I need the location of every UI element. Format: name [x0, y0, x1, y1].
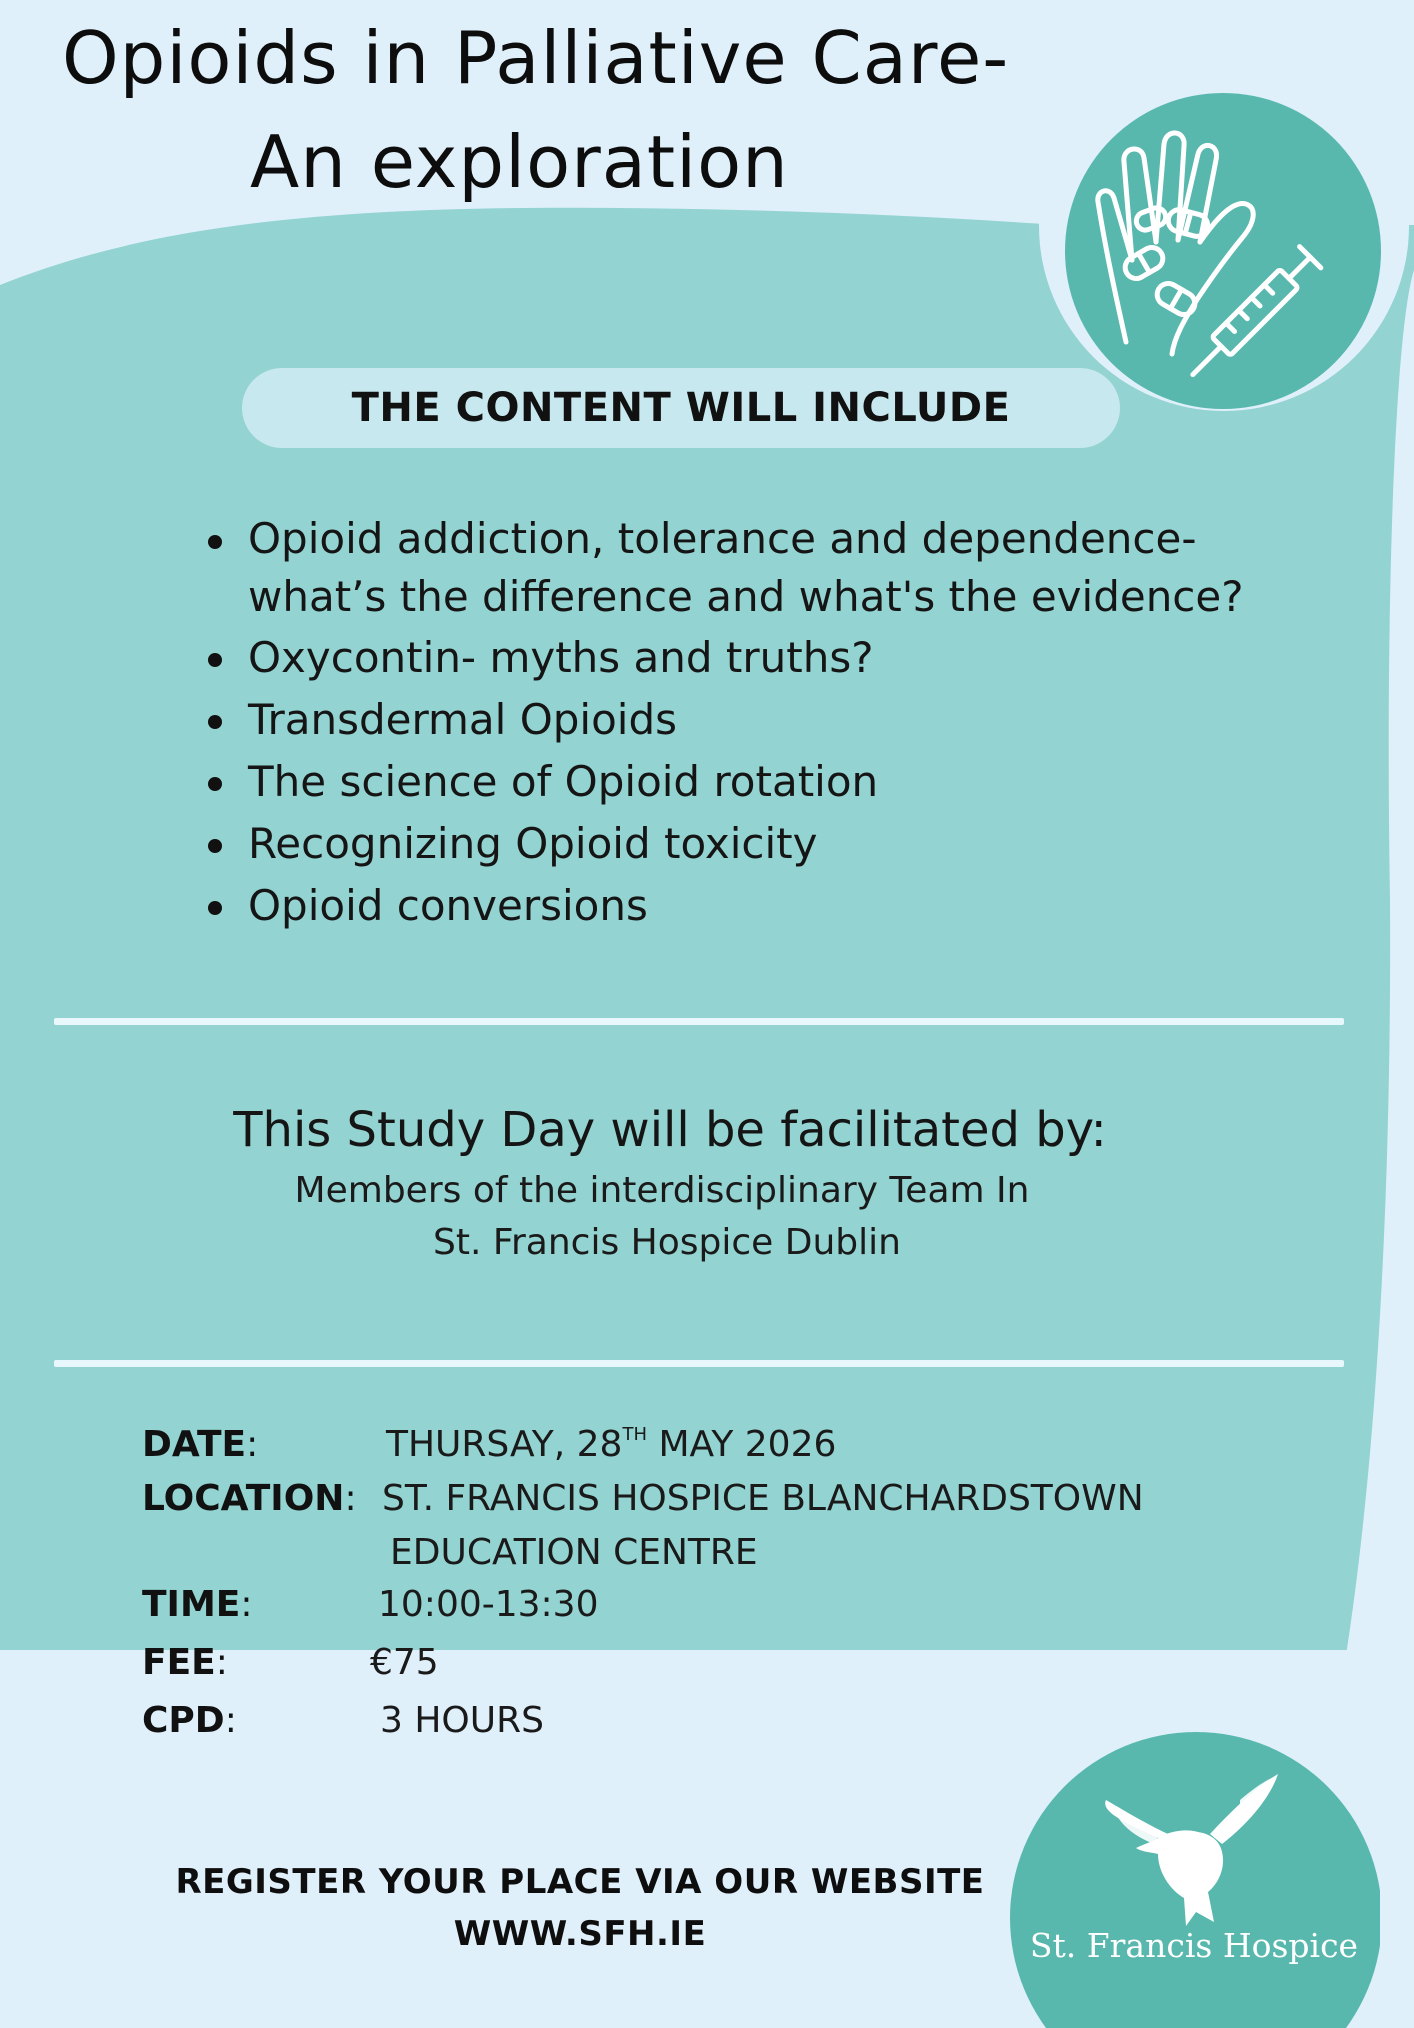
- location-value-line-2: EDUCATION CENTRE: [390, 1532, 758, 1573]
- hospice-logo-text: St. Francis Hospice: [1029, 1926, 1359, 1965]
- dove-icon: [1008, 1728, 1380, 2028]
- list-item: Opioid conversions: [200, 876, 1300, 936]
- section-divider: [54, 1018, 1344, 1025]
- cpd-value: 3 HOURS: [380, 1700, 544, 1741]
- location-value-line-1: ST. FRANCIS HOSPICE BLANCHARDSTOWN: [382, 1478, 1144, 1519]
- fee-value: €75: [370, 1642, 439, 1683]
- list-item: Recognizing Opioid toxicity: [200, 814, 1300, 874]
- facilitators-line-2: St. Francis Hospice Dublin: [433, 1222, 901, 1263]
- page-title-line-1: Opioids in Palliative Care-: [62, 16, 1010, 100]
- list-item: Opioid addiction, tolerance and dependence- what’s the difference and what's the evidence?: [200, 510, 1308, 626]
- facilitators-line-1: Members of the interdisciplinary Team In: [294, 1170, 1030, 1211]
- list-item: Oxycontin- myths and truths?: [200, 628, 1300, 688]
- list-item: Transdermal Opioids: [200, 690, 1300, 750]
- time-label: TIME:: [142, 1584, 253, 1625]
- register-line-1: REGISTER YOUR PLACE VIA OUR WEBSITE: [175, 1862, 985, 1902]
- cpd-label: CPD:: [142, 1700, 237, 1741]
- section-divider: [54, 1360, 1344, 1367]
- hand-with-pills-icon: [1064, 92, 1382, 410]
- date-value: THURSAY, 28TH MAY 2026: [386, 1424, 837, 1465]
- facilitators-heading: This Study Day will be facilitated by:: [233, 1102, 1107, 1158]
- time-value: 10:00-13:30: [378, 1584, 599, 1625]
- location-label: LOCATION:: [142, 1478, 357, 1519]
- page-title-line-2: An exploration: [250, 120, 789, 204]
- register-website-link[interactable]: WWW.SFH.IE: [453, 1914, 707, 1954]
- fee-label: FEE:: [142, 1642, 228, 1683]
- content-bullet-list: [200, 510, 1300, 938]
- list-item: The science of Opioid rotation: [200, 752, 1300, 812]
- date-label: DATE:: [142, 1424, 259, 1465]
- content-heading-pill: THE CONTENT WILL INCLUDE: [242, 368, 1120, 448]
